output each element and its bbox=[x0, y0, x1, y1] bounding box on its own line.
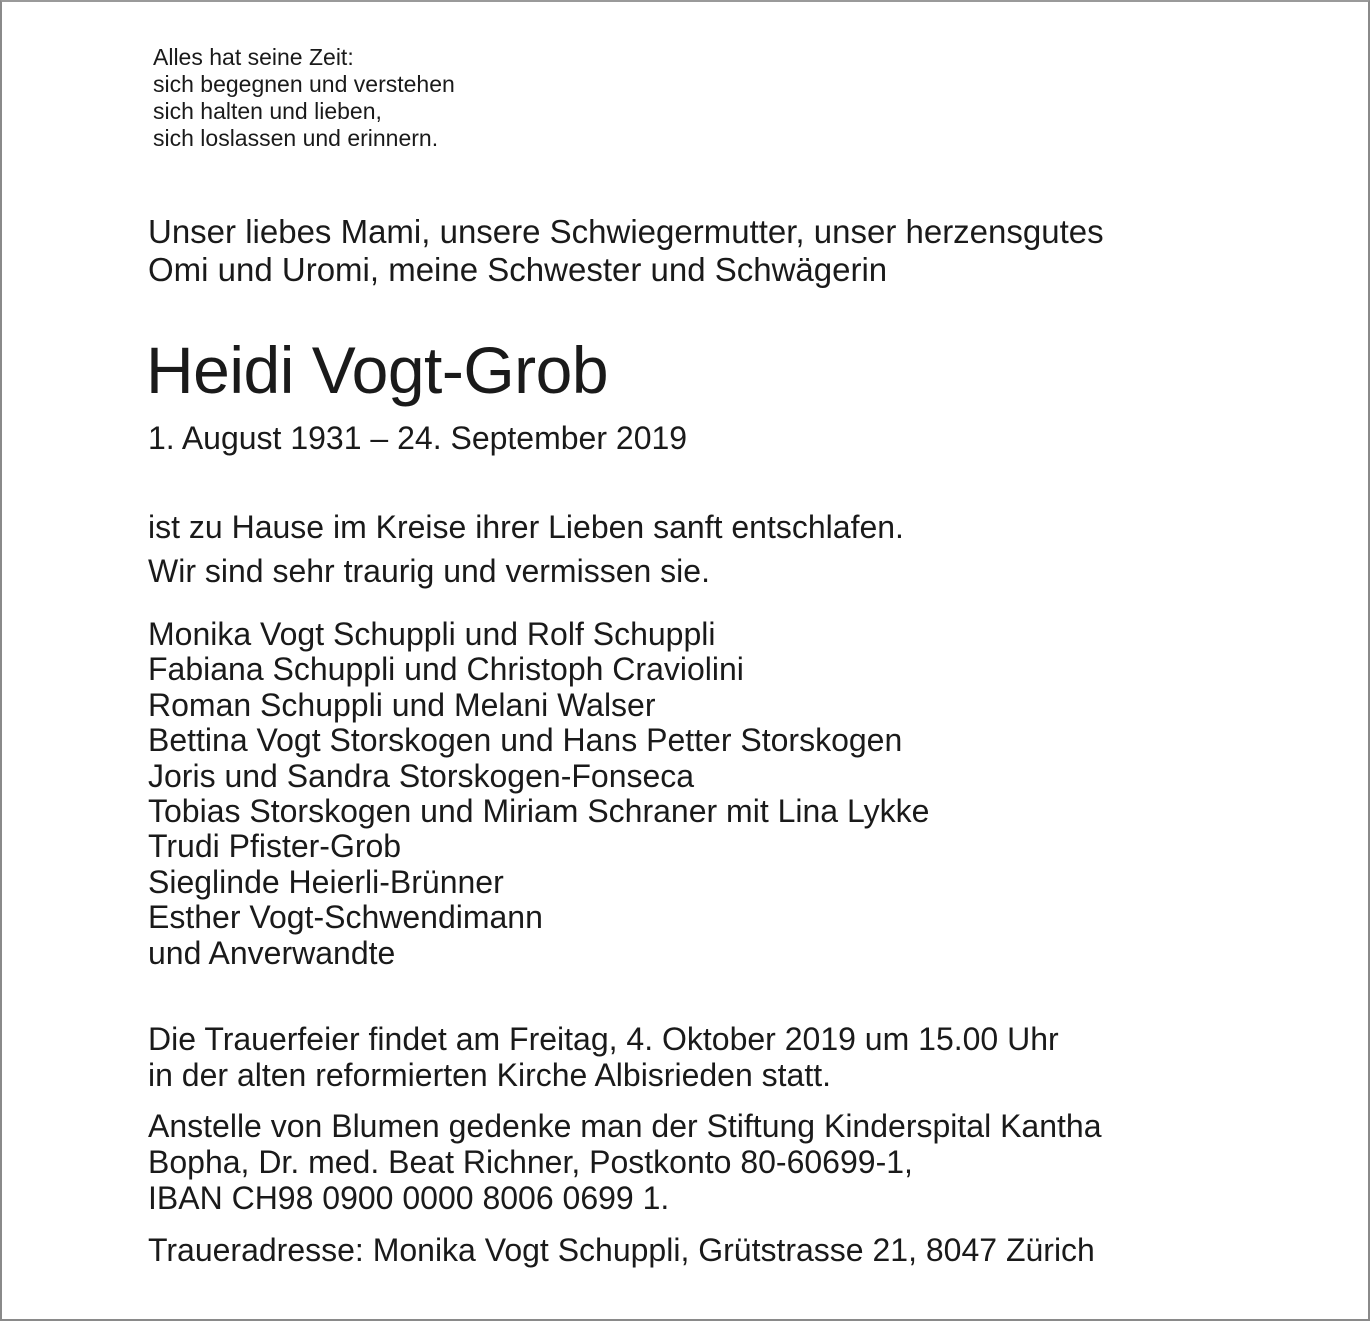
mourning-address: Traueradresse: Monika Vogt Schuppli, Grütstrasse 21, 8047 Zürich bbox=[148, 1232, 1095, 1268]
donation-line: Bopha, Dr. med. Beat Richner, Postkonto 80-60699-1, bbox=[148, 1144, 913, 1180]
donation-info bbox=[148, 1108, 1101, 1216]
mourner-name: Fabiana Schuppli und Christoph Craviolini bbox=[148, 651, 744, 688]
motto-line: sich loslassen und erinnern. bbox=[153, 125, 439, 151]
mourner-name: Tobias Storskogen und Miriam Schraner mit Lina Lykke bbox=[148, 793, 930, 830]
motto-line: sich begegnen und verstehen bbox=[153, 71, 455, 97]
intro-line: Omi und Uromi, meine Schwester und Schwägerin bbox=[148, 251, 888, 288]
mourner-name: Sieglinde Heierli-Brünner bbox=[148, 863, 504, 900]
motto-verse bbox=[153, 44, 455, 152]
service-line: Die Trauerfeier findet am Freitag, 4. Oktober 2019 um 15.00 Uhr bbox=[148, 1021, 1059, 1057]
life-dates: 1. August 1931 – 24. September 2019 bbox=[148, 420, 688, 456]
mourner-name: Bettina Vogt Storskogen und Hans Petter Storskogen bbox=[148, 722, 903, 759]
donation-line: Anstelle von Blumen gedenke man der Stiftung Kinderspital Kantha bbox=[148, 1108, 1102, 1144]
message-line: Wir sind sehr traurig und vermissen sie. bbox=[148, 553, 710, 589]
mourner-name: Roman Schuppli und Melani Walser bbox=[148, 686, 656, 723]
mourner-name: Esther Vogt-Schwendimann bbox=[148, 899, 543, 936]
intro-text bbox=[148, 213, 1104, 289]
mourner-name: Trudi Pfister-Grob bbox=[148, 828, 402, 865]
motto-line: sich halten und lieben, bbox=[153, 98, 382, 124]
motto-line: Alles hat seine Zeit: bbox=[153, 44, 354, 70]
service-line: in der alten reformierten Kirche Albisrieden statt. bbox=[148, 1057, 831, 1093]
deceased-name: Heidi Vogt-Grob bbox=[146, 333, 609, 407]
message-line: ist zu Hause im Kreise ihrer Lieben sanft entschlafen. bbox=[148, 509, 904, 545]
mourner-name: Joris und Sandra Storskogen-Fonseca bbox=[148, 757, 695, 794]
mourner-name: Monika Vogt Schuppli und Rolf Schuppli bbox=[148, 616, 716, 652]
mourners-list bbox=[148, 617, 929, 971]
farewell-message bbox=[148, 505, 904, 593]
mourner-name: und Anverwandte bbox=[148, 934, 396, 971]
intro-line: Unser liebes Mami, unsere Schwiegermutter, unser herzensgutes bbox=[148, 213, 1104, 250]
funeral-service-info bbox=[148, 1021, 1059, 1093]
donation-line: IBAN CH98 0900 0000 8006 0699 1. bbox=[148, 1180, 670, 1216]
